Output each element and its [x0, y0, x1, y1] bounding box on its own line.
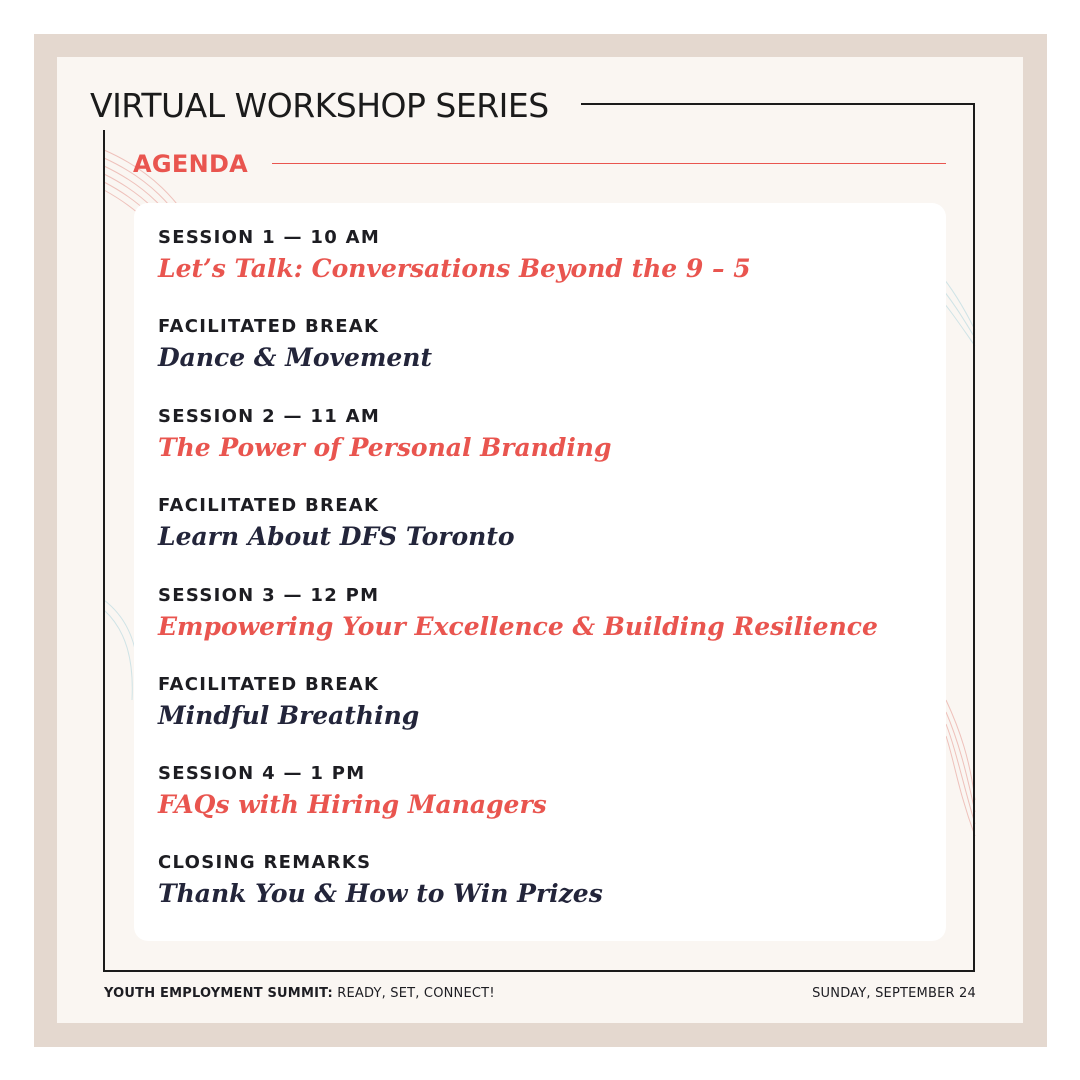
agenda-item-session-1: [158, 226, 928, 287]
agenda-item-break-1: [158, 315, 928, 376]
footer-event-name: YOUTH EMPLOYMENT SUMMIT:: [104, 986, 333, 1001]
agenda-item-break-3: [158, 673, 928, 734]
footer-event: [104, 985, 495, 1003]
agenda-item-time: FACILITATED BREAK: [158, 495, 380, 516]
agenda-item-session-3: [158, 584, 928, 645]
agenda-item-break-2: [158, 494, 928, 555]
agenda-item-time: SESSION 3 — 12 PM: [158, 585, 380, 606]
agenda-item-title: Thank You & How to Win Prizes: [158, 879, 603, 908]
footer-date: SUNDAY, SEPTEMBER 24: [812, 986, 976, 1001]
agenda-item-title: Learn About DFS Toronto: [158, 522, 515, 551]
header-rule: [581, 103, 975, 105]
agenda-item-session-4: [158, 762, 928, 823]
agenda-item-title: Let’s Talk: Conversations Beyond the 9 – 5: [158, 254, 751, 283]
agenda-item-time: SESSION 4 — 1 PM: [158, 763, 366, 784]
agenda-heading: AGENDA: [133, 150, 249, 178]
agenda-item-title: Mindful Breathing: [158, 701, 420, 730]
agenda-item-time: CLOSING REMARKS: [158, 852, 372, 873]
footer-event-tagline: READY, SET, CONNECT!: [332, 986, 495, 1001]
agenda-item-time: FACILITATED BREAK: [158, 316, 380, 337]
agenda-item-title: Empowering Your Excellence & Building Resilience: [158, 612, 878, 641]
agenda-item-title: Dance & Movement: [158, 343, 433, 372]
agenda-card: [134, 203, 946, 941]
page-title: VIRTUAL WORKSHOP SERIES: [90, 82, 561, 130]
agenda-item-closing: [158, 851, 928, 912]
agenda-item-session-2: [158, 405, 928, 466]
agenda-item-time: SESSION 2 — 11 AM: [158, 406, 381, 427]
agenda-item-time: SESSION 1 — 10 AM: [158, 227, 381, 248]
agenda-item-time: FACILITATED BREAK: [158, 674, 380, 695]
agenda-item-title: FAQs with Hiring Managers: [158, 790, 547, 819]
agenda-item-title: The Power of Personal Branding: [158, 433, 612, 462]
agenda-rule: [272, 163, 946, 164]
